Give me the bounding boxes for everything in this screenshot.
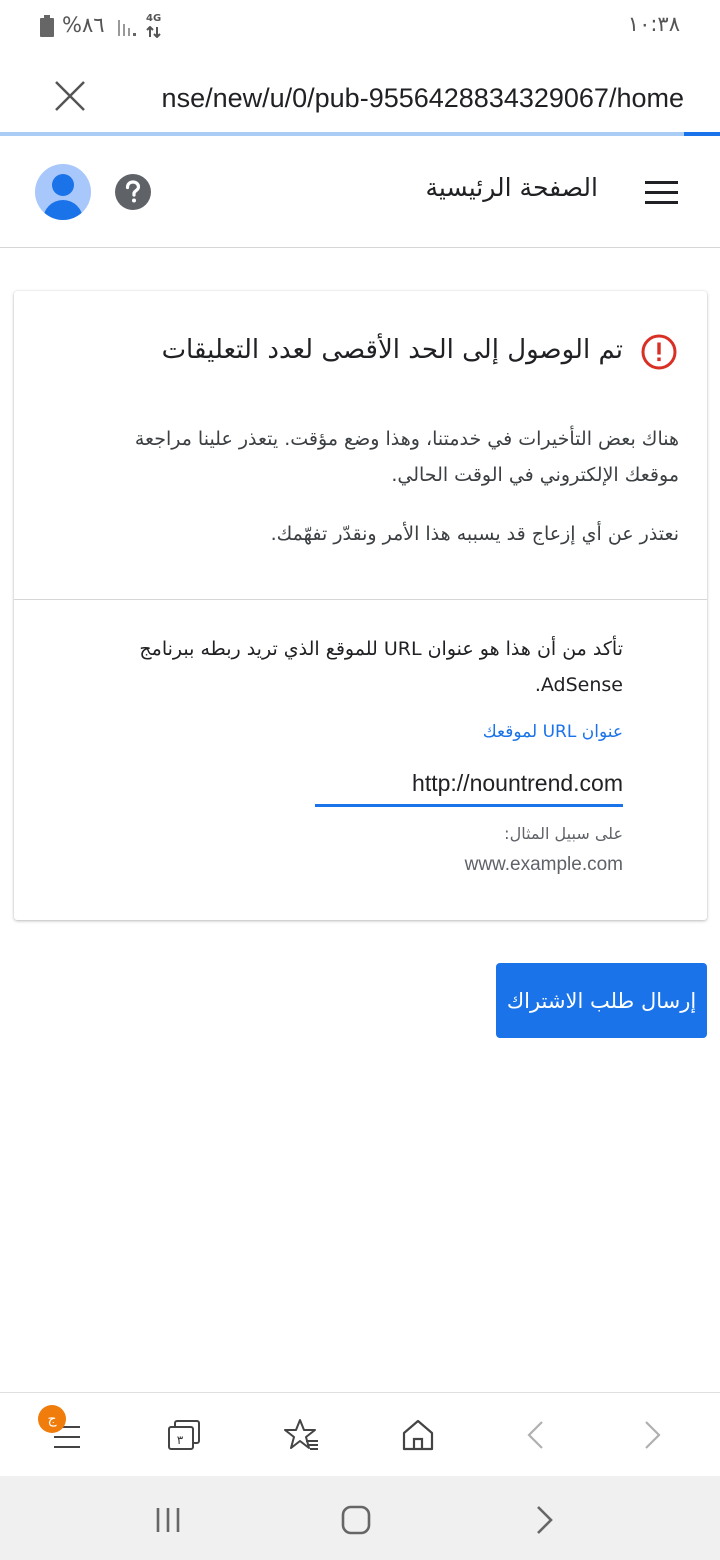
example-label: على سبيل المثال: — [504, 824, 623, 843]
tabs-button[interactable] — [162, 1413, 206, 1457]
url-field[interactable] — [104, 78, 684, 118]
avatar[interactable] — [35, 164, 91, 220]
home-button[interactable] — [396, 1413, 440, 1457]
notification-badge: ج — [38, 1405, 66, 1433]
chevron-right-icon — [638, 1419, 666, 1451]
system-back-icon — [524, 1500, 564, 1540]
recent-apps-button[interactable] — [148, 1500, 188, 1540]
home-icon — [400, 1417, 436, 1453]
clock: ١٠:٣٨ — [627, 12, 680, 36]
url-text: nse/new/u/0/pub-9556428834329067/home — [161, 83, 684, 113]
error-icon — [641, 334, 677, 370]
recent-apps-icon — [148, 1500, 188, 1540]
tab-count: ٣ — [176, 1433, 184, 1447]
review-limit-card — [14, 291, 707, 920]
network-type-label: 4G — [146, 13, 162, 24]
apology-message: نعتذر عن أي إزعاج قد يسببه هذا الأمر ونقدّر تفهّمك. — [270, 523, 679, 545]
bookmarks-icon — [284, 1417, 320, 1453]
card-title: تم الوصول إلى الحد الأقصى لعدد التعليقات — [161, 335, 623, 365]
bookmarks-button[interactable] — [280, 1413, 324, 1457]
battery-icon — [40, 15, 54, 37]
browser-url-bar — [0, 52, 720, 136]
url-field-label: عنوان URL لموقعك — [482, 722, 623, 742]
submit-request-button[interactable]: إرسال طلب الاشتراك — [496, 963, 707, 1038]
hamburger-menu-icon[interactable] — [645, 181, 678, 205]
divider — [14, 599, 707, 600]
system-navigation-bar — [0, 1476, 720, 1560]
data-arrows-icon — [146, 26, 162, 38]
confirm-url-text: تأكد من أن هذا هو عنوان URL للموقع الذي تريد ربطه ببرنامج AdSense. — [139, 638, 623, 696]
help-icon[interactable] — [115, 174, 151, 210]
system-home-button[interactable] — [336, 1500, 376, 1540]
battery-level: %٨٦ — [62, 13, 105, 37]
close-icon[interactable] — [52, 78, 88, 114]
page-title: الصفحة الرئيسية — [425, 173, 598, 202]
app-header — [0, 136, 720, 248]
back-button[interactable] — [514, 1413, 558, 1457]
forward-button[interactable] — [630, 1413, 674, 1457]
system-back-button[interactable] — [524, 1500, 564, 1540]
status-bar — [0, 0, 720, 52]
site-url-input[interactable] — [315, 763, 623, 807]
delay-message: هناك بعض التأخيرات في خدمتنا، وهذا وضع مؤقت. يتعذر علينا مراجعة موقعك الإلكتروني في الوقت الحالي. — [134, 428, 679, 486]
chevron-left-icon — [522, 1419, 550, 1451]
browser-bottom-toolbar — [0, 1392, 720, 1476]
signal-icon — [117, 16, 139, 38]
example-value: www.example.com — [464, 854, 623, 875]
system-home-icon — [336, 1500, 376, 1540]
